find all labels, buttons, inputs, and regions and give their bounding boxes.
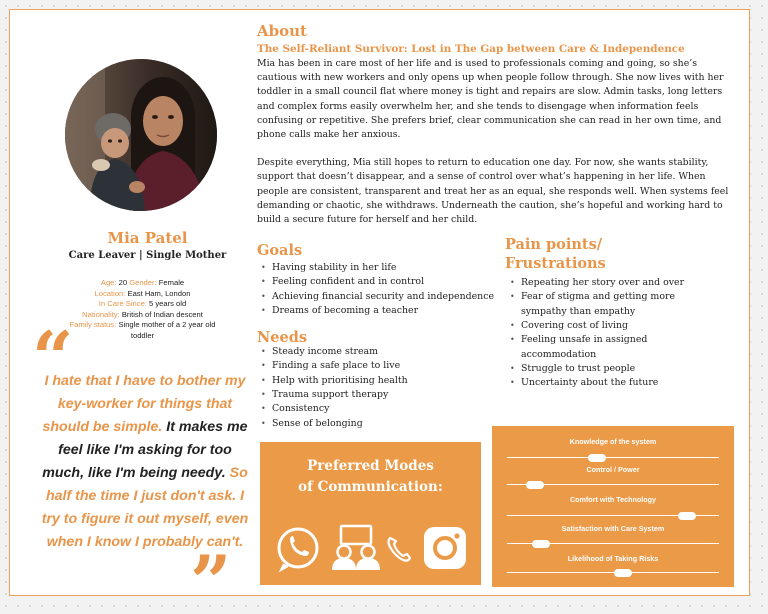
about-heading: About (257, 22, 307, 40)
detail-nationality-value: British of Indian descent (121, 309, 203, 319)
detail-gender-value: Female (158, 278, 185, 287)
communication-title-line-1: Preferred Modes (307, 458, 434, 474)
detail-family-status (60, 320, 225, 341)
need-item: • Steady income stream (257, 345, 487, 359)
detail-in-care-value: 5 years old (149, 299, 187, 309)
slider-knob-technology[interactable] (678, 512, 696, 520)
about-paragraph-2: Despite everything, Mia still hopes to return to education one day. For now, she wants stability, support that doesn’t disappear, and a sense of control over what’s happening in her life. When people are consistent, transparent and treat her as an equal, she responds well. When systems feel demanding or chaotic, she withdraws. Underneath the caution, she’s hopeful and working hard to build a secure future for herself and her child. (257, 157, 729, 226)
about-text (257, 57, 731, 227)
persona-photo (65, 59, 217, 211)
communication-panel (260, 442, 481, 585)
detail-nationality (60, 310, 225, 321)
slider-knob-satisfaction[interactable] (532, 540, 550, 548)
in-person-meeting-icon (332, 526, 380, 570)
detail-age-gender (60, 278, 225, 289)
detail-in-care-since (60, 299, 225, 310)
detail-location-value: East Ham, London (127, 288, 191, 298)
slider-track-control (507, 484, 719, 485)
quote-part-3: So half the time I just don't ask. I try to figure it out myself, even when I know I probably can't. (41, 465, 249, 550)
pain-point-item: • Repeating her story over and over (506, 276, 706, 290)
slider-label-control: Control / Power (586, 465, 640, 474)
pain-point-item: • Covering cost of living (506, 319, 706, 333)
need-item: • Finding a safe place to live (257, 359, 487, 373)
pain-point-item: • Uncertainty about the future (506, 376, 706, 390)
slider-track-knowledge (507, 457, 719, 458)
pain-points-list (506, 276, 706, 391)
communication-icons (260, 442, 481, 585)
detail-nationality-label: Nationality: (82, 309, 120, 319)
slider-knob-control[interactable] (526, 481, 544, 489)
instagram-icon (424, 527, 466, 569)
goals-heading: Goals (257, 242, 303, 259)
persona-role: Care Leaver | Single Mother (68, 250, 227, 261)
detail-location-label: Location: (94, 288, 126, 298)
need-item: • Sense of belonging (257, 417, 487, 431)
pain-point-item: • Struggle to trust people (506, 362, 706, 376)
persona-quote (36, 370, 254, 554)
pain-points-heading-line-2: Frustrations (505, 255, 606, 272)
needs-heading: Needs (257, 329, 308, 346)
goal-item: • Dreams of becoming a teacher (257, 304, 497, 318)
slider-track-technology (507, 515, 719, 516)
slider-track-satisfaction (507, 543, 719, 544)
need-item: • Help with prioritising health (257, 374, 487, 388)
close-quote-icon: ” (190, 539, 232, 614)
slider-label-satisfaction: Satisfaction with Care System (561, 524, 665, 533)
detail-family-value: Single mother of a 2 year old toddler (118, 320, 216, 340)
persona-photo-illustration (65, 59, 217, 211)
slider-knob-risk[interactable] (614, 569, 632, 577)
slider-label-risk: Likelihood of Taking Risks (567, 554, 659, 563)
pain-point-item: • Feeling unsafe in assigned accommodation (506, 333, 706, 362)
persona-card (9, 9, 750, 614)
open-quote-icon: “ (32, 315, 74, 400)
need-item: • Trauma support therapy (257, 388, 487, 402)
detail-family-label: Family status: (69, 320, 117, 330)
slider-track-risk (507, 572, 719, 573)
phone-icon (389, 538, 411, 561)
quote-part-1: I hate that I have to bother my key-worker for things that should be simple. (42, 373, 246, 435)
slider-knob-knowledge[interactable] (588, 454, 606, 462)
detail-in-care-label: In Care Since: (98, 299, 147, 309)
attribute-sliders-panel (492, 426, 734, 587)
needs-list (257, 345, 487, 431)
goals-list (257, 261, 497, 318)
pain-points-heading-line-1: Pain points/ (505, 236, 603, 253)
detail-gender-label: Gender: (129, 278, 157, 287)
slider-label-technology: Comfort with Technology (569, 495, 657, 504)
pain-point-item: • Fear of stigma and getting more sympathy than empathy (506, 290, 706, 319)
detail-age-value: 20 (118, 278, 128, 287)
communication-title-line-2: of Communication: (298, 479, 443, 495)
persona-name: Mia Patel (107, 229, 188, 247)
about-subtitle: The Self-Reliant Survivor: Lost in The Gap between Care & Independence (257, 43, 685, 55)
goal-item: • Achieving financial security and independence (257, 290, 497, 304)
detail-location (60, 289, 225, 300)
goal-item: • Having stability in her life (257, 261, 497, 275)
pain-points-heading (505, 235, 606, 273)
need-item: • Consistency (257, 402, 487, 416)
about-paragraph-1: Mia has been in care most of her life and is used to professionals coming and going, so she’s cautious with new workers and only opens up when people follow through. She now lives with her toddler in a small council flat where money is tight and repairs are slow. Admin tasks, long letters and complex forms easily overwhelm her, and she tends to disengage when information feels confusing or repetitive. She prefers brief, clear communication she can read in her own time, and phone calls make her anxious. (257, 58, 724, 141)
detail-age-label: Age: (100, 278, 117, 287)
slider-label-knowledge: Knowledge of the system (569, 437, 657, 446)
whatsapp-icon (279, 529, 317, 570)
quote-part-2: It makes me feel like I'm asking for too much, like I'm being needy. (42, 419, 248, 481)
goal-item: • Feeling confident and in control (257, 275, 497, 289)
persona-details (60, 278, 225, 342)
